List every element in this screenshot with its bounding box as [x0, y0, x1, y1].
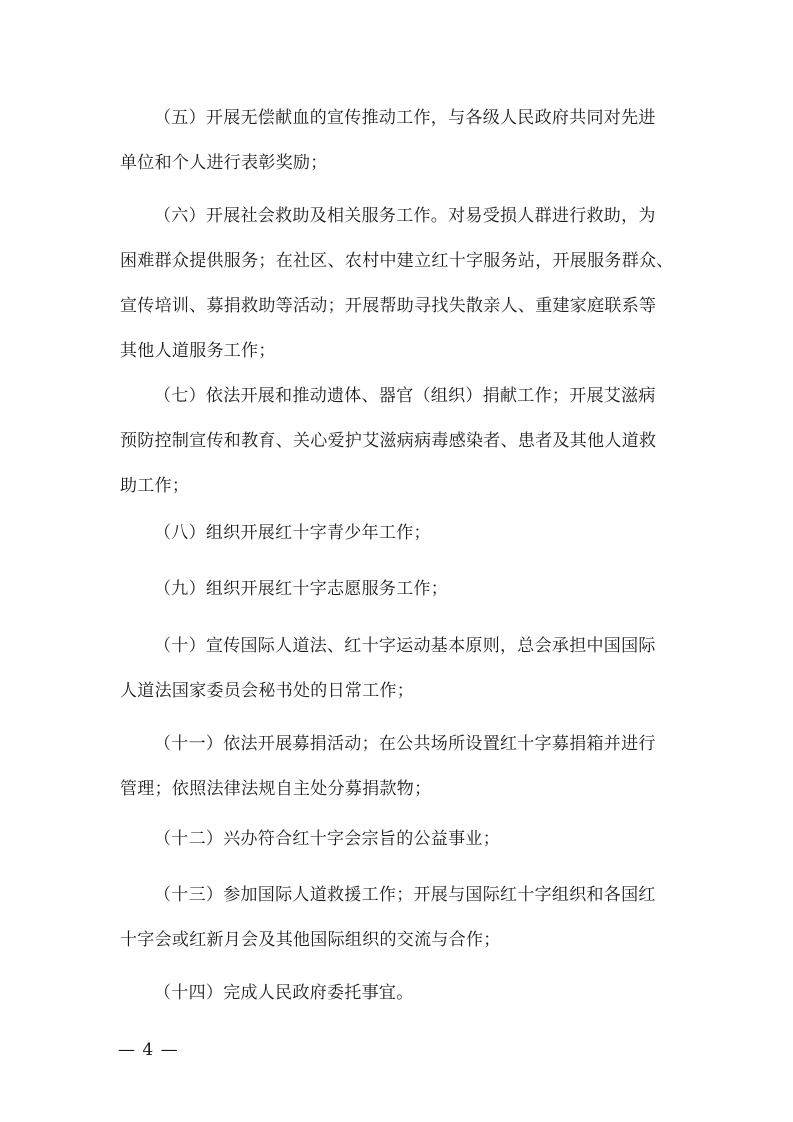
text-line: （十）宣传国际人道法、红十字运动基本原则，总会承担中国国际: [154, 636, 656, 656]
text-line: （八）组织开展红十字青少年工作；: [154, 523, 431, 543]
paragraph-9: [120, 567, 680, 612]
text-line: （十四）完成人民政府委托事宜。: [154, 983, 414, 1003]
text-line: （十一）依法开展募捐活动；在公共场所设置红十字募捐箱并进行: [154, 734, 656, 754]
text-line: 宣传培训、募捐救助等活动；开展帮助寻找失散亲人、重建家庭联系等: [120, 296, 657, 316]
text-line: （六）开展社会救助及相关服务工作。对易受损人群进行救助，为: [154, 206, 656, 226]
paragraph-6: [120, 194, 680, 374]
paragraph-12: [120, 817, 680, 862]
text-line: 管理；依照法律法规自主处分募捐款物；: [120, 779, 432, 799]
text-line: 人道法国家委员会秘书处的日常工作；: [120, 681, 415, 701]
page-number: — 4 —: [118, 1040, 179, 1060]
text-line: 其他人道服务工作；: [120, 341, 276, 361]
text-line: 预防控制宣传和教育、关心爱护艾滋病病毒感染者、患者及其他人道救: [120, 431, 657, 451]
text-line: （七）依法开展和推动遗体、器官（组织）捐献工作；开展艾滋病: [154, 386, 656, 406]
paragraph-10: [120, 624, 680, 714]
text-line: （十二）兴办符合红十字会宗旨的公益事业；: [154, 829, 500, 849]
text-line: 单位和个人进行表彰奖励；: [120, 153, 328, 173]
paragraph-7: [120, 374, 680, 509]
text-line: （九）组织开展红十字志愿服务工作；: [154, 579, 449, 599]
paragraph-13: [120, 873, 680, 963]
text-line: （五）开展无偿献血的宣传推动工作，与各级人民政府共同对先进: [154, 108, 656, 128]
paragraph-8: [120, 511, 680, 556]
paragraph-14: [120, 971, 680, 1016]
paragraph-11: [120, 722, 680, 812]
text-line: 困难群众提供服务；在社区、农村中建立红十字服务站，开展服务群众、: [120, 251, 674, 271]
text-line: （十三）参加国际人道救援工作；开展与国际红十字组织和各国红: [154, 885, 656, 905]
text-line: 助工作；: [120, 476, 190, 496]
text-line: 十字会或红新月会及其他国际组织的交流与合作；: [120, 930, 501, 950]
paragraph-5: [120, 96, 680, 186]
